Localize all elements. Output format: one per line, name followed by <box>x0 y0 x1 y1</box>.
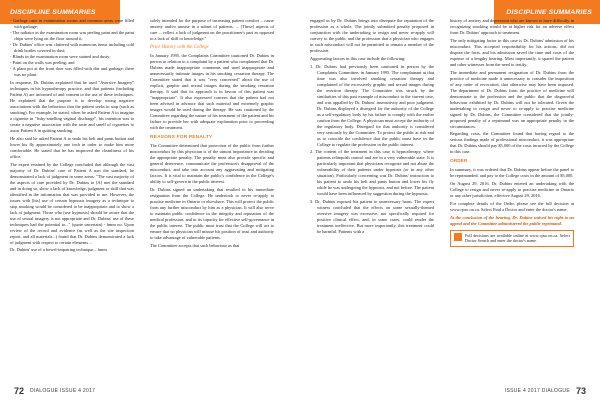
prior-history-text <box>150 53 274 131</box>
paragraph-group <box>150 18 274 42</box>
right-footer <box>302 385 592 397</box>
paragraph: He also said he asked Patient A to undo his belt and pants button and lower his fly approximately one inch in order to make him more comfortable. He stated that he has improved the cleanliness of his office. <box>10 135 134 159</box>
paragraph-group <box>310 18 434 62</box>
right-column-1 <box>310 18 434 237</box>
bullet-item: - Blinds in the examination room were stained and dusty; <box>10 54 111 59</box>
bullet-item: - A plant pot at the front door was filled with dirt and garbage; there was no plant. <box>10 66 134 77</box>
section-tab-label: DISCIPLINE SUMMARIES <box>506 8 592 16</box>
left-footer <box>8 385 298 397</box>
paragraph: The immediate and permanent resignation of Dr. Dubins from the practice of medicine made it unnecessary to consider the imposition of any order of revocation, that otherwise may have been imposed. The department of Dr. Dubins from the practice of medicine will demonstrate to the profession and the public that the disgraceful behaviour exhibited by Dr. Dubins will not be tolerated. Given the undertaking to resign and never to re-apply to practise medicine signed by Dr. Dubins, the Committee considered that the jointly-proposed penalty of a reprimand was an appropriate penalty in the circumstances. <box>450 69 574 129</box>
right-column-2 <box>450 18 574 247</box>
bullet-item: - Dr. Dubins' office was cluttered with numerous items including cold drink bottles covered in dust; <box>10 42 134 53</box>
bullet-item: - Garbage cans in examination rooms and common areas were filled with garbage; <box>10 18 134 29</box>
paragraph: On August 29, 2016, Dr. Dubins entered an undertaking with the College to resign and never re-apply to practise medicine in Ontario or any other jurisdiction, effective August 29, 2016. <box>450 181 574 199</box>
page-number: 72 <box>14 386 25 396</box>
info-icon <box>454 233 462 241</box>
left-column-2 <box>150 18 274 250</box>
paragraph: The Committee determined that protection of the public from further misconduct by this physician is of the utmost importance in deciding the appropriate penalty. The penalty must also provide specific and general deterrence, communicate the profession's disapproval of the misconduct, and take into account any aggravating and mitigating factors. It is vital to maintain the public's confidence in the College's ability to self-govern in the public interest. <box>150 143 274 184</box>
paragraph: In January 1995, the Complaints Committee cautioned Dr. Dubins in person in relation to a complaint by a patient who complained that Dr. Dubins made inappropriate comments and used inappropriate and unnecessarily intimate images in his smoking cessation therapy. The Committee stated that it was "very concerned" about the use of explicit, graphic and sexual images during the smoking cessation therapy. It said that its approach is in favour of this patient was "inappropriate". It also expressed concern that the patient had not been advised in advance that such material and extremely graphic images would be used during the therapy. He was cautioned by the Committee regarding the nature of his treatment of the patient and his failure to provide her with adequate explanation prior to proceeding with the treatment. <box>150 53 274 130</box>
paragraph: For complete details of the Order, please see the full decision at www.cpso.on.ca. Select Find a Doctor and enter the doctor's name. <box>450 200 574 212</box>
numbered-item: 2. The content of the treatment in this case is hypnotherapy, where patients relinquish control and are in a very vulnerable state. It is particularly important that physicians recognize and not abuse the vulnerability of their patients under hypnosis (or in any other situation). Particularly concerning was Dr. Dubins' instruction to his patient to undo his belt and pants button and lower his fly while he was undergoing the hypnosis, and not before. The patient would have been influenced by suggestion during the hypnosis. <box>310 149 434 197</box>
paragraph: engaged in by Dr. Dubins brings into disrepute the reputation of the profession as a whole. The jointly submitted penalty proposed in conjunction with the undertaking to resign and never re-apply will convey to the public and the profession that a physician who engages in such misconduct will not be permitted to remain a member of the profession. <box>310 18 434 53</box>
order-text <box>450 167 574 213</box>
paragraph: Dr. Dubins signed an undertaking that resulted in his immediate resignation from the College. He undertook to never re-apply to practise medicine in Ontario or elsewhere. This will protect the public from any further misconduct by him as a physician. It will also serve to maintain public confidence in the integrity and reputation of the medical profession, and in its capacity for effective self-governance in the public interest. The public must trust that the College will act to ensure that no physician will misuse his position of trust and authority to take advantage of vulnerable patients. <box>150 186 274 240</box>
prior-history-heading: Prior History with the College <box>150 45 209 50</box>
bullet-list <box>10 18 134 78</box>
page-number: 73 <box>575 386 586 396</box>
paragraph: The only mitigating factor in this case is Dr. Dubins' admission of his misconduct. This accepted responsibility for his actions, did not dispute the facts, and his admission saved the time and costs of the expense of a lengthy hearing. Most importantly, it spared the patient and other witnesses from the need to testify. <box>450 37 574 67</box>
bullet-item: - The radiator in the examination room was peeling paint and the paint chips were lying on the floor around it; <box>10 30 134 41</box>
paragraph: In response, Dr. Dubins explained that he used "Aversive Imagery" techniques in his hypnotherapy practice, and that patients (including Patient A) are informed of and consent to the use of these techniques. He explained that the purpose is to develop strong negative associations with the behaviour that the patient seeks to stop (such as smoking). For example, he stated, when he asked Patient A to imagine a cigarette in "fishy-smelling vaginal discharge", his intention was to create a negative association with the taste and smell of cigarettes to assist Patient A in quitting smoking. <box>10 80 134 133</box>
right-page <box>300 0 600 401</box>
reasons-text <box>150 143 274 249</box>
bullet-item: - Paint on the walls was peeling; and <box>10 60 75 65</box>
paragraph: Regarding costs, the Committee found that having regard to the serious findings made of professional misconduct, it was appropriate that Dr. Dubins should pay $5,000 of the costs incurred by the College in this case. <box>450 131 574 155</box>
paragraph: history of anxiety and depression who are known to have difficulty in recognizing smoking would be at higher risk for an adverse effect from Dr. Dubins' approach to treatment. <box>450 18 574 35</box>
paragraph: Dr. Dubins' use of a bowel-impairing technique... hmm <box>10 247 107 253</box>
paragraph: In summary, it was ordered that Dr. Dubins appear before the panel to be reprimanded; and pay to the College costs in the amount of $5,000. <box>450 167 574 179</box>
numbered-list <box>310 64 434 236</box>
numbered-item: 3. Dr. Dubins exposed his patient to unnecessary harm. The expert witness concluded that the effects on some sexually-themed aversive imagery was excessive, not specifically required for positive clinical effect, and, in some cases, could render the treatment ineffective. But more importantly, this treatment could be harmful. Patients with a <box>310 199 434 235</box>
paragraph: Aggravating factors in this case include the following: <box>310 55 406 61</box>
paragraph: The Committee accepts that such behaviour as that <box>150 242 240 248</box>
paragraph: The expert retained by the College concluded that although the vast majority of Dr. Dubins' care of Patient A met the standard, he demonstrated a lack of judgment in some areas: "The vast majority of the aspects of care provided by Dr. Dubins to [A] met the standard and in doing so, show a lack of knowledge, judgment or skill that was identified in the information that was provided to me. However, the issues with [his] use of certain hypnosis imagery as a technique to stop smoking would be considered to be inappropriate and to show a lack of judgment. Those who [use hypnosis] should be aware that the use of sexual imagery is not appropriate and Dr. Dubins' use of these techniques had the potential to..." (quote uncertain) - hmm no. Upon review of the record and evidence (as well as the site inspection report, and all materials...) found that Dr. Dubins demonstrated a lack of judgment with respect to certain elements ... <box>10 161 134 245</box>
footer-text: DIALOGUE ISSUE 4 2017 <box>30 388 96 394</box>
numbered-item: 1. Dr. Dubins had previously been cautioned in person by the Complaints Committee, in January 1995. The complainant at that time was also involved smoking cessation therapy and complained of the excessively graphic and sexual images during the aversion therapy. The Committee was struck by the similarities of this past example of misconduct to the current case, and was appalled by Dr. Dubins' insensitivity and poor judgment. Dr. Dubins displayed a disregard for the authority of the College as a self-regulatory body by his failure to comply with the earlier caution from the College. A physician must accept the authority of the regulatory body. Disregard for that authority is considered very seriously by the Committee. To protect the public at risk and as to coincide the confidence that the public must have in the College to regulate the profession in the public interest. <box>310 63 434 147</box>
info-note <box>450 230 574 247</box>
reasons-heading: REASONS FOR PENALTY <box>150 135 213 140</box>
footer-text: ISSUE 4 2017 DIALOGUE <box>504 388 570 394</box>
note-text: Full decisions are available online at www.cpso.on.ca. Select Doctor Search and enter the doctor's name. <box>465 232 570 244</box>
conclusion-text: At the conclusion of the hearing, Dr. Dubins waived his right to an appeal and the Committee administered the public reprimand. <box>450 214 574 226</box>
left-column-1 <box>10 18 134 255</box>
paragraph-group <box>450 18 574 155</box>
order-heading: ORDER <box>450 159 468 165</box>
section-tab-label: DISCIPLINE SUMMARIES <box>10 8 96 16</box>
paragraph-group <box>10 80 134 253</box>
paragraph: solely intended for the purpose of increasing patient comfort – cause anxiety and/or unease in a subset of patients. ... [These] aspects of care ... reflect a lack of judgment on the practitioner's part as opposed to a lack of skill or knowledge." <box>150 18 274 41</box>
